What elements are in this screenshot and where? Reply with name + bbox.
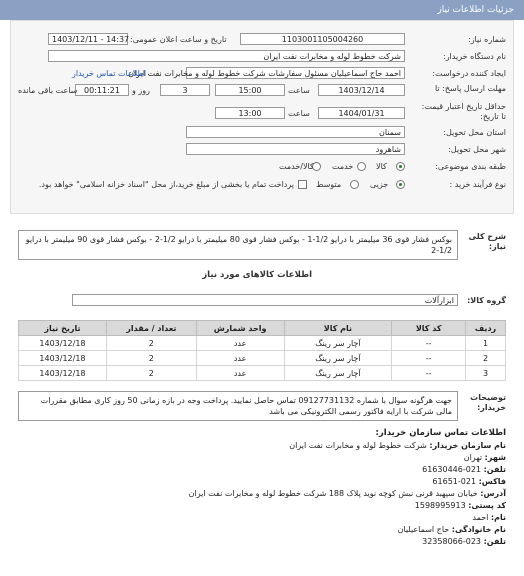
need-number-field[interactable]: 1103001105004260: [240, 33, 405, 45]
row-number: 1: [466, 336, 506, 351]
remaining-field: 00:11:21: [75, 84, 129, 96]
validity-time-field[interactable]: 13:00: [215, 107, 285, 119]
contact-city: [464, 453, 506, 462]
category-radio-goods[interactable]: [396, 162, 405, 171]
item-group-label: گروه کالا:: [467, 296, 506, 305]
days-label: روز و: [132, 86, 150, 95]
item-unit: عدد: [196, 366, 284, 381]
contact-last-name: [398, 525, 506, 534]
remaining-label: ساعت باقی مانده: [18, 86, 78, 95]
column-header-row: ردیف: [466, 321, 506, 336]
reply-deadline-label: مهلت ارسال پاسخ: تا: [434, 84, 506, 93]
contact-address-value: خیابان سپهبد قرنی نبش کوچه نوید پلاک 188 شرکت خطوط لوله و مخابرات نفت ایران: [188, 489, 478, 498]
items-table: [18, 320, 506, 381]
table-row[interactable]: [19, 336, 506, 351]
validity-time-label: ساعت: [288, 109, 310, 118]
need-number-label: شماره نیاز:: [468, 35, 506, 44]
contact-phone-label: تلفن:: [483, 465, 506, 474]
contact-section-title: اطلاعات تماس سازمان خریدار:: [375, 428, 506, 438]
contact-org: [289, 441, 506, 450]
item-date: 1403/12/18: [19, 366, 107, 381]
page-title: جزئیات اطلاعات نیاز: [437, 5, 514, 15]
items-section-title: اطلاعات کالاهای مورد نیاز: [202, 270, 312, 280]
contact-city-value: تهران: [463, 453, 483, 462]
days-field[interactable]: 3: [160, 84, 210, 96]
creator-field[interactable]: احمد حاج اسماعیلیان مسئول سفارشات شرکت خطوط لوله و مخابرات نفت ایران: [186, 67, 405, 79]
buyer-label: نام دستگاه خریدار:: [443, 52, 506, 61]
item-quantity: 2: [106, 336, 196, 351]
validity-label: حداقل تاریخ اعتبار قیمت: تا تاریخ:: [421, 102, 506, 121]
contact-last-name-label: نام خانوادگی:: [451, 525, 506, 534]
row-number: 3: [466, 366, 506, 381]
payment-note: پرداخت تمام یا بخشی از مبلغ خرید،از محل "اسناد خزانه اسلامی" خواهد بود.: [38, 180, 294, 189]
column-header-unit: واحد شمارش: [196, 321, 284, 336]
validity-date-field[interactable]: 1404/01/31: [318, 107, 405, 119]
item-code: --: [392, 351, 466, 366]
purchase-radio-minor[interactable]: [396, 180, 405, 189]
purchase-option-medium: متوسط: [316, 180, 342, 189]
item-code: --: [392, 336, 466, 351]
row-number: 2: [466, 351, 506, 366]
city-field[interactable]: شاهرود: [186, 143, 405, 155]
contact-first-name-label: نام:: [490, 513, 506, 522]
item-date: 1403/12/18: [19, 336, 107, 351]
item-name: آچار سر رینگ: [284, 351, 392, 366]
province-label: استان محل تحویل:: [443, 128, 506, 137]
creator-label: ایجاد کننده درخواست:: [432, 69, 506, 78]
column-header-code: کد کالا: [392, 321, 466, 336]
contact-phone-2-value: 023-32358066: [422, 537, 482, 546]
item-name: آچار سر رینگ: [284, 336, 392, 351]
contact-phone-2: [422, 537, 506, 546]
contact-fax: [432, 477, 506, 486]
contact-org-value: شرکت خطوط لوله و مخابرات نفت ایران: [289, 441, 427, 450]
contact-phone-value: 021-61630446: [422, 465, 482, 474]
treasury-payment-checkbox[interactable]: [298, 180, 307, 189]
table-row[interactable]: [19, 366, 506, 381]
contact-phone: [422, 465, 506, 474]
item-unit: عدد: [196, 336, 284, 351]
contact-postal-code: [415, 501, 506, 510]
column-header-quantity: تعداد / مقدار: [106, 321, 196, 336]
buyer-contact-link[interactable]: اطلاعات تماس خریدار: [72, 69, 147, 78]
item-quantity: 2: [106, 366, 196, 381]
reply-time-label: ساعت: [288, 86, 310, 95]
item-date: 1403/12/18: [19, 351, 107, 366]
contact-postal-label: کد پستی:: [468, 501, 506, 510]
buyer-field[interactable]: شرکت خطوط لوله و مخابرات نفت ایران: [48, 50, 405, 62]
contact-city-label: شهر:: [484, 453, 506, 462]
page-header: [0, 0, 524, 20]
contact-address: [189, 489, 506, 498]
city-label: شهر محل تحویل:: [448, 145, 506, 154]
description-label: شرح کلی نیاز:: [468, 232, 506, 251]
purchase-radio-medium[interactable]: [350, 180, 359, 189]
contact-fax-value: 021-61651: [432, 477, 477, 486]
contact-phone-2-label: تلفن:: [483, 537, 506, 546]
description-field[interactable]: بوکس فشار قوی 36 میلیمتر با درایو 1/2-1 - بوکس فشار قوی 80 میلیمتر با درایو 1/2-2 - بوکس فشار قوی 90 میلیمتر با درایو 1/2-2: [18, 230, 458, 260]
contact-first-name: [472, 513, 506, 522]
purchase-type-label: نوع فرآیند خرید :: [449, 180, 506, 189]
contact-postal-value: 1598995913: [414, 501, 466, 510]
items-table-header: [19, 321, 506, 336]
category-option-goods: کالا: [376, 162, 387, 171]
item-quantity: 2: [106, 351, 196, 366]
column-header-name: نام کالا: [284, 321, 392, 336]
item-unit: عدد: [196, 351, 284, 366]
item-group-field[interactable]: ابزارآلات: [72, 294, 458, 306]
reply-date-field[interactable]: 1403/12/14: [318, 84, 405, 96]
contact-fax-label: فاکس:: [478, 477, 506, 486]
purchase-option-minor: جزیی: [370, 180, 389, 189]
announce-field[interactable]: 1403/12/11 - 14:37: [48, 33, 128, 45]
item-code: --: [392, 366, 466, 381]
column-header-date: تاریخ نیاز: [19, 321, 107, 336]
item-name: آچار سر رینگ: [284, 366, 392, 381]
contact-address-label: آدرس:: [480, 489, 506, 498]
category-option-goods-service: کالا/خدمت: [279, 162, 314, 171]
table-row[interactable]: [19, 351, 506, 366]
province-field[interactable]: سمنان: [186, 126, 405, 138]
contact-org-label: نام سازمان خریدار:: [429, 441, 506, 450]
reply-time-field[interactable]: 15:00: [215, 84, 285, 96]
category-option-service: خدمت: [332, 162, 354, 171]
buyer-notes-field[interactable]: جهت هرگونه سوال با شماره 09127731132 تماس حاصل نمایید. پرداخت وجه در بازه زمانی 50 روز کاری مطابق مقررات مالی شرکت با ارایه فاکتور رسمی الکترونیکی می باشد: [18, 391, 458, 421]
category-label: طبقه بندی موضوعی:: [435, 162, 506, 171]
buyer-notes-label: توضیحات خریدار:: [470, 393, 506, 412]
contact-first-name-value: احمد: [472, 513, 489, 522]
announce-label: تاریخ و ساعت اعلان عمومی:: [130, 35, 227, 44]
contact-last-name-value: حاج اسماعیلیان: [397, 525, 450, 534]
category-radio-service[interactable]: [357, 162, 366, 171]
